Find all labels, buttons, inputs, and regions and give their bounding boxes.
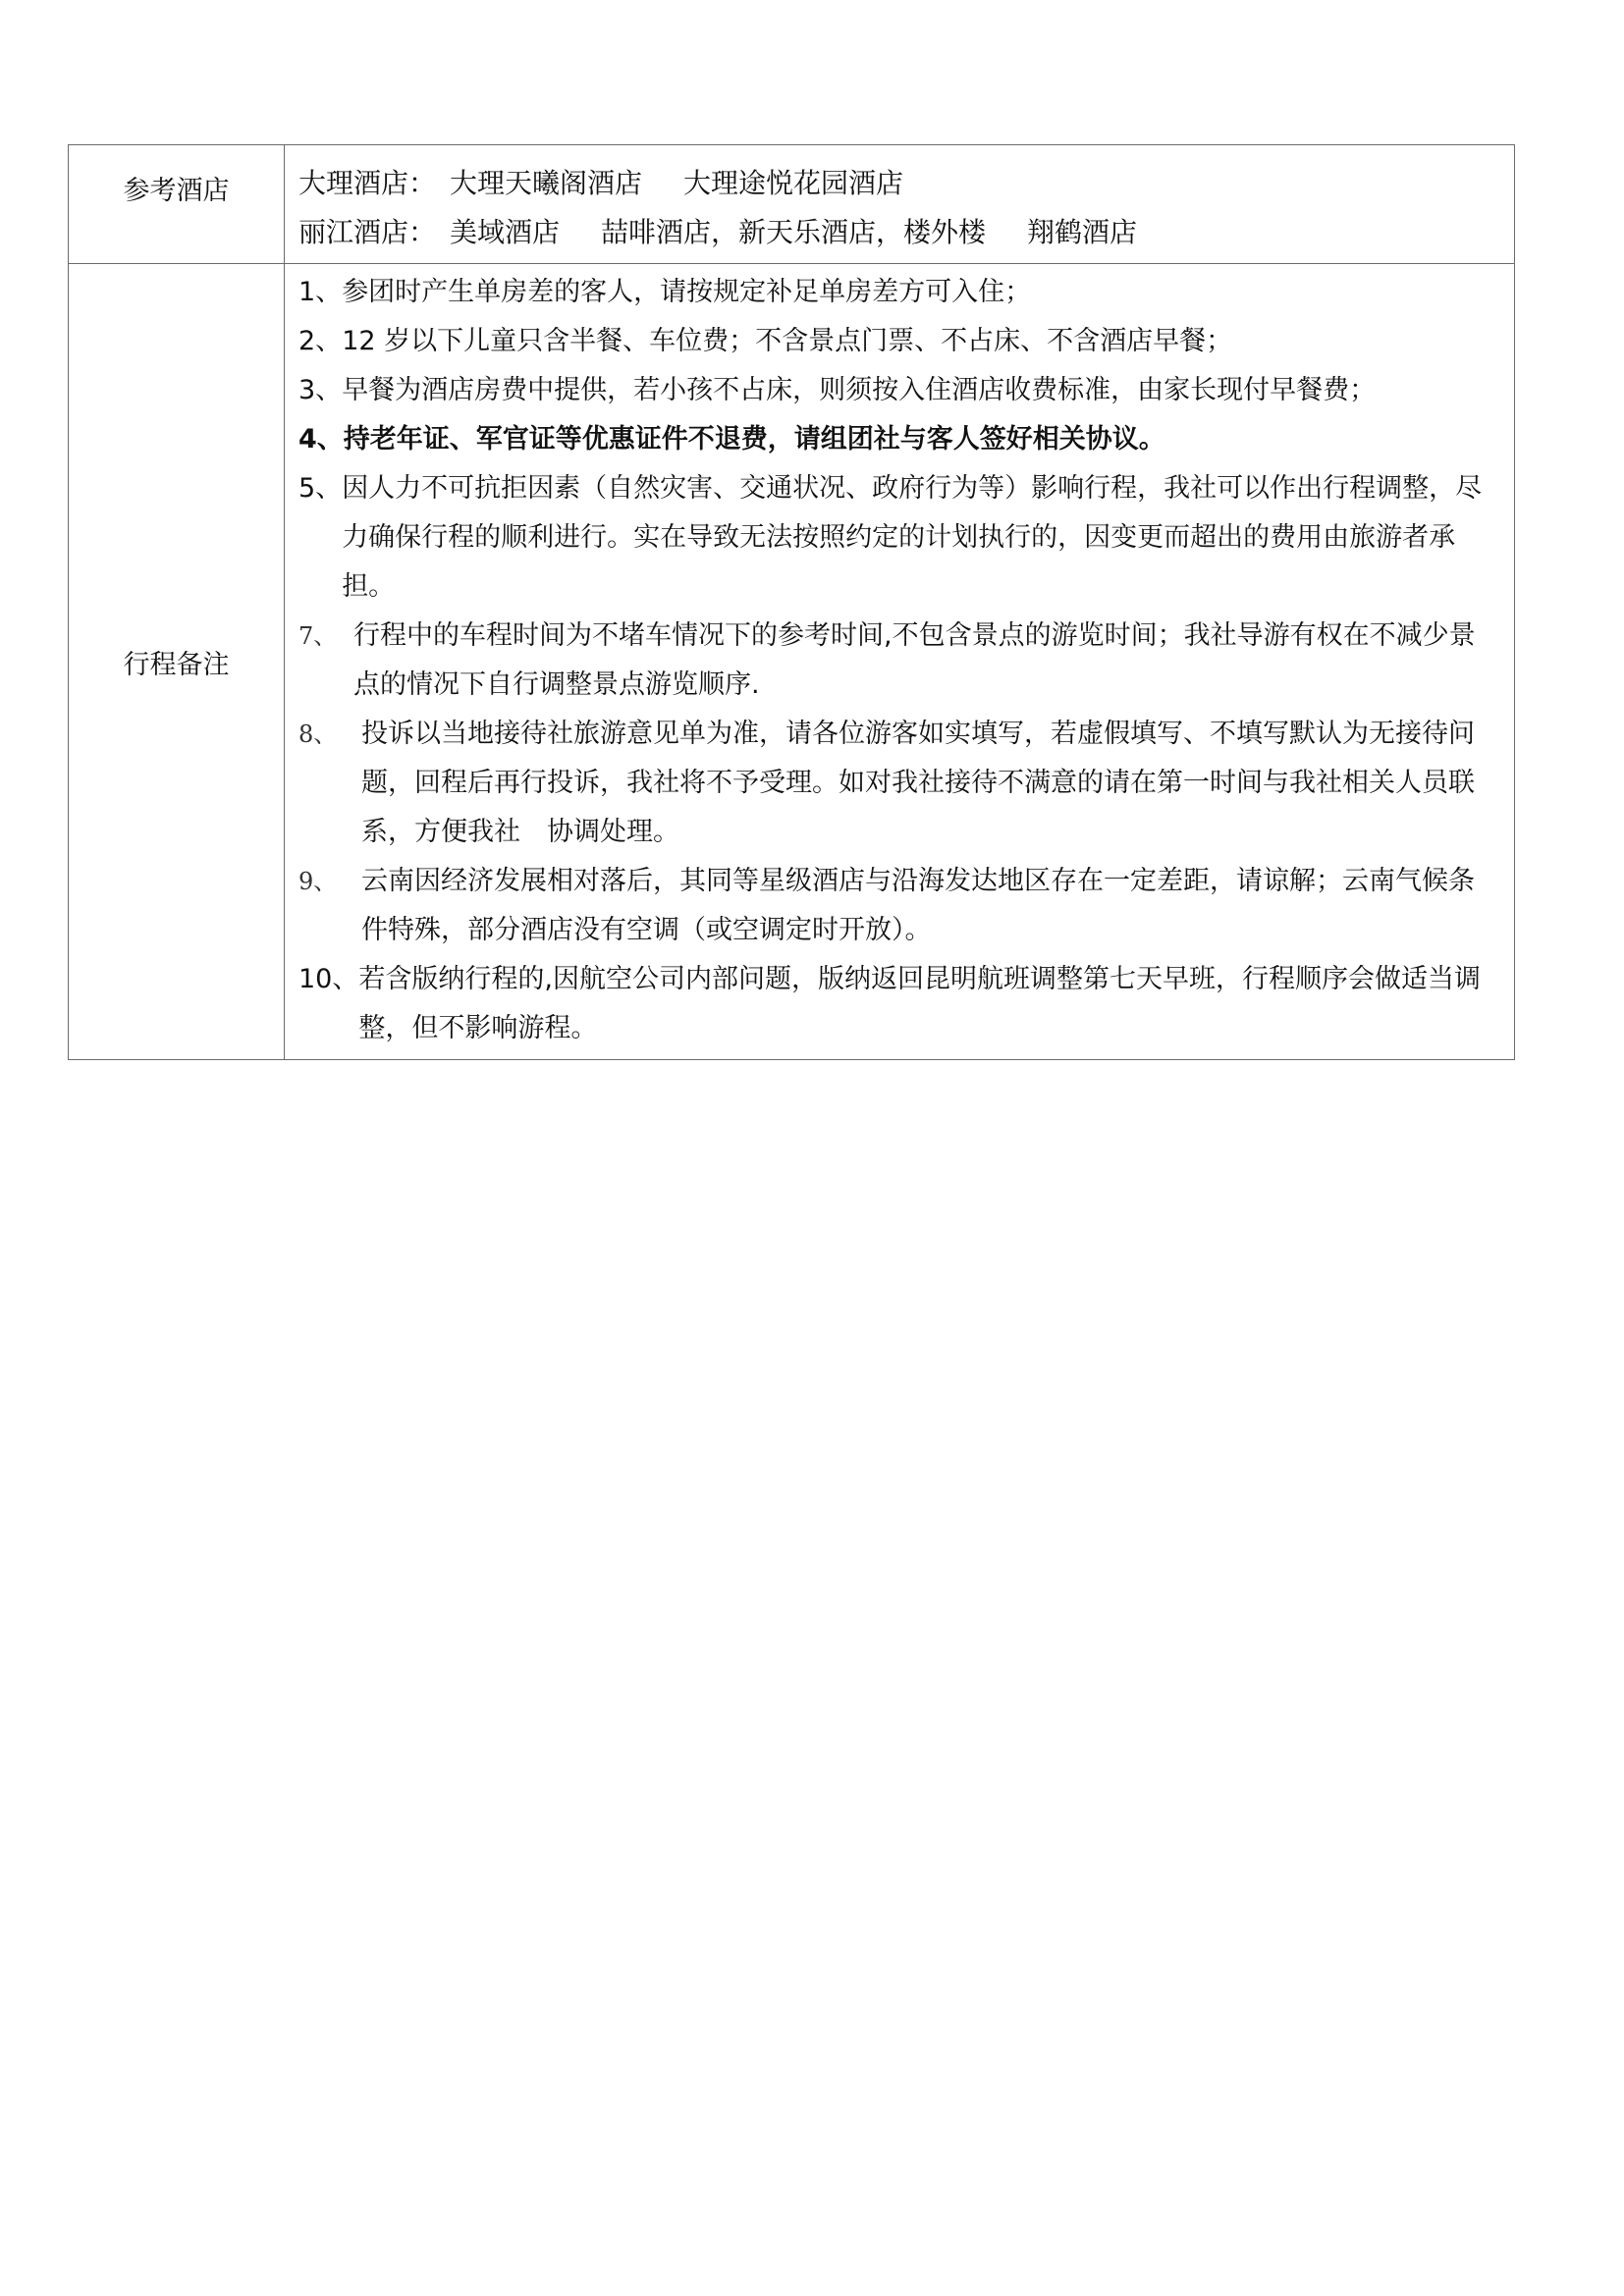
note-number: 9、 <box>298 868 338 895</box>
note-text: 云南因经济发展相对落后，其同等星级酒店与沿海发达地区存在一定差距，请谅解；云南气候条件特殊，部分酒店没有空调（或空调定时开放）。 <box>361 866 1475 945</box>
note-item-important <box>298 415 1500 464</box>
note-text: 若含版纳行程的,因航空公司内部问题，版纳返回昆明航班调整第七天早班，行程顺序会做适当调整，但不影响游程。 <box>358 964 1481 1043</box>
note-number: 4、 <box>298 424 344 454</box>
hotel-city: 大理酒店： <box>298 167 437 199</box>
note-text: 早餐为酒店房费中提供，若小孩不占床，则须按入住酒店收费标准，由家长现付早餐费； <box>342 375 1377 405</box>
notes-label: 行程备注 <box>69 264 285 1060</box>
note-number: 1、 <box>298 277 343 307</box>
hotels-row <box>69 145 1515 264</box>
note-item <box>298 268 1500 317</box>
note-item <box>298 857 1500 955</box>
note-number: 3、 <box>298 375 343 405</box>
note-number: 7、 <box>298 622 338 650</box>
hotels-label: 参考酒店 <box>69 145 285 264</box>
hotel-name: 大理天曦阁酒店 <box>450 167 643 199</box>
hotels-content <box>285 145 1515 264</box>
hotel-city: 丽江酒店： <box>298 216 437 248</box>
notes-content <box>285 264 1515 1060</box>
note-item <box>298 710 1500 857</box>
note-text: 因人力不可抗拒因素（自然灾害、交通状况、政府行为等）影响行程，我社可以作出行程调整，尽力确保行程的顺利进行。实在导致无法按照约定的计划执行的，因变更而超出的费用由旅游者承担。 <box>342 473 1483 602</box>
note-text: 参团时产生单房差的客人，请按规定补足单房差方可入住； <box>342 277 1032 307</box>
note-item <box>298 612 1500 710</box>
hotel-name: 喆啡酒店，新天乐酒店，楼外楼 <box>601 216 987 248</box>
itinerary-table <box>68 144 1515 1060</box>
note-item <box>298 955 1500 1053</box>
hotel-line-lijiang <box>298 208 1500 257</box>
note-text: 投诉以当地接待社旅游意见单为准，请各位游客如实填写，若虚假填写、不填写默认为无接待问题，回程后再行投诉，我社将不予受理。如对我社接待不满意的请在第一时间与我社相关人员联系，方便我社 协调处理。 <box>361 719 1475 847</box>
note-number: 10、 <box>298 964 359 994</box>
notes-row <box>69 264 1515 1060</box>
hotel-line-dali <box>298 159 1500 208</box>
hotel-name: 大理途悦花园酒店 <box>683 167 904 199</box>
note-number: 8、 <box>298 721 338 748</box>
note-number: 5、 <box>298 473 343 504</box>
note-item <box>298 366 1500 415</box>
hotel-name: 美域酒店 <box>450 216 561 248</box>
note-item <box>298 317 1500 366</box>
note-text: 持老年证、军官证等优惠证件不退费，请组团社与客人签好相关协议。 <box>343 424 1165 454</box>
note-text: 12 岁以下儿童只含半餐、车位费；不含景点门票、不占床、不含酒店早餐； <box>342 326 1233 356</box>
note-text: 行程中的车程时间为不堵车情况下的参考时间,不包含景点的游览时间；我社导游有权在不减少景点的情况下自行调整景点游览顺序. <box>353 620 1476 700</box>
hotel-name: 翔鹤酒店 <box>1027 216 1138 248</box>
note-item <box>298 464 1500 612</box>
note-number: 2、 <box>298 326 343 356</box>
